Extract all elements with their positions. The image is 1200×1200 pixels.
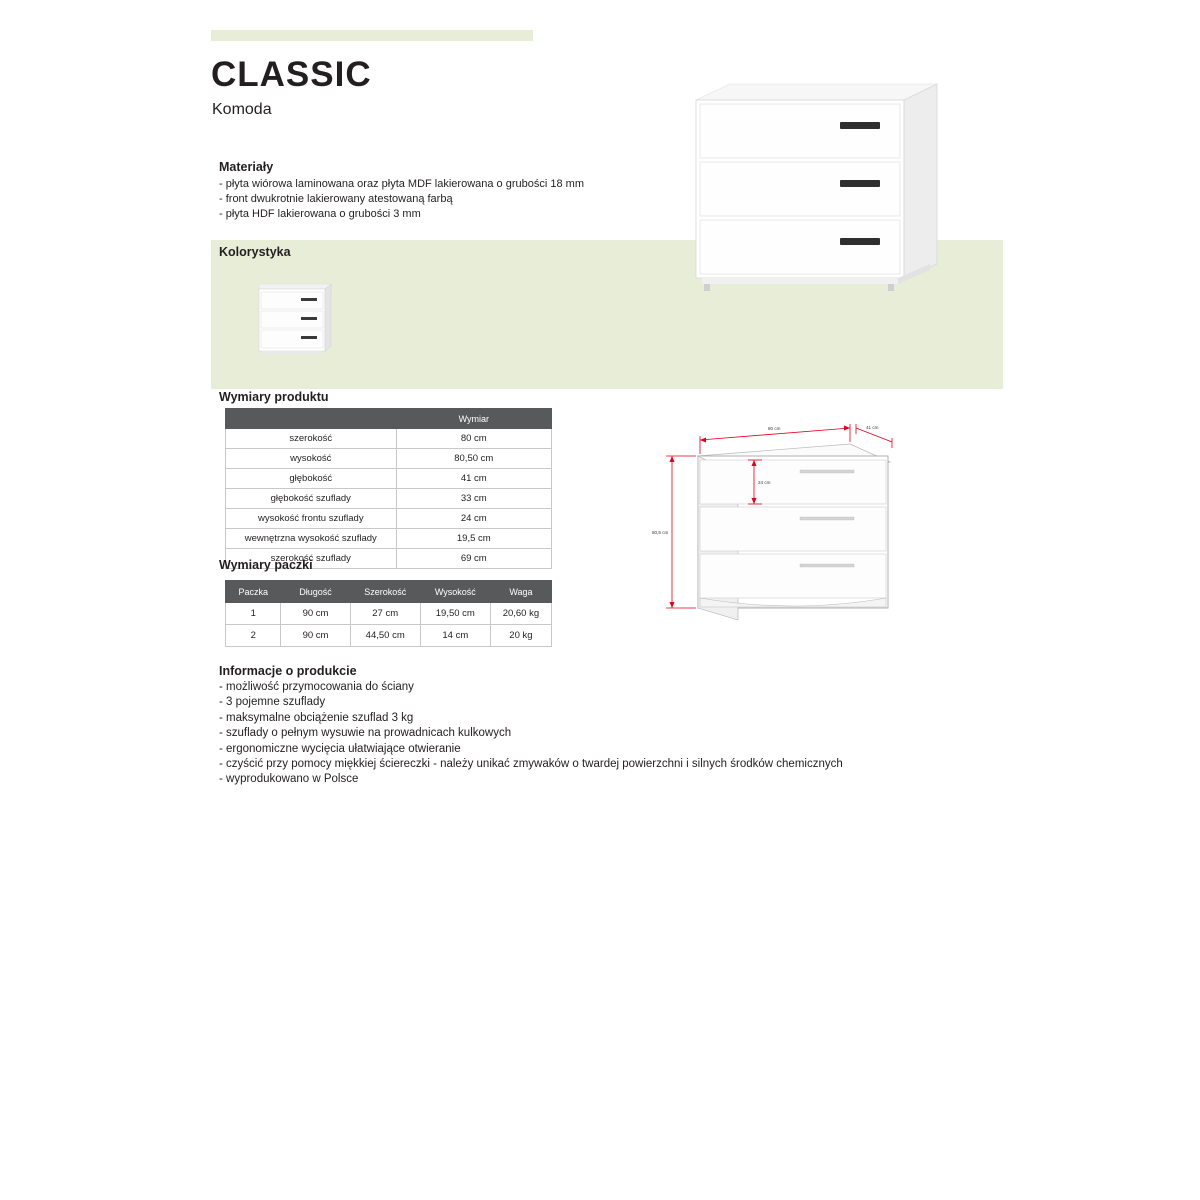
table-row [226, 489, 552, 509]
column-header: Długość [281, 581, 350, 603]
list-item: - wyprodukowano w Polsce [219, 773, 359, 786]
cell-label: wysokość [226, 449, 397, 469]
list-item: - maksymalne obciążenie szuflad 3 kg [219, 711, 414, 724]
section-heading-kolorystyka: Kolorystyka [219, 245, 291, 259]
cell-value: 90 cm [281, 625, 350, 647]
list-item: - front dwukrotnie lakierowany atestowaną farbą [219, 193, 453, 205]
cell-value: 69 cm [396, 549, 551, 569]
list-item: - ergonomiczne wycięcia ułatwiające otwieranie [219, 742, 461, 755]
list-item: - szuflady o pełnym wysuwie na prowadnicach kulkowych [219, 727, 512, 740]
section-heading-informacje: Informacje o produkcie [219, 664, 357, 678]
cell-label: wewnętrzna wysokość szuflady [226, 529, 397, 549]
informacje-list [219, 680, 843, 788]
technical-drawing [650, 408, 920, 628]
column-header: Wymiar [396, 409, 551, 429]
cell-value: 19,50 cm [420, 603, 490, 625]
accent-bar [211, 30, 533, 41]
dim-label-drawer-front: 24 cm [758, 480, 771, 485]
materialy-list [219, 177, 584, 222]
cell-value: 24 cm [396, 509, 551, 529]
cell-value: 33 cm [396, 489, 551, 509]
dim-label-height: 80,5 cm [652, 530, 669, 535]
dresser-color-thumbnail [245, 272, 350, 364]
cell-value: 80,50 cm [396, 449, 551, 469]
cell-value: 19,5 cm [396, 529, 551, 549]
cell-value: 80 cm [396, 429, 551, 449]
list-item: - płyta HDF lakierowana o grubości 3 mm [219, 208, 421, 220]
cell-label: głębokość szuflady [226, 489, 397, 509]
table-row [226, 449, 552, 469]
cell-label: szerokość [226, 429, 397, 449]
column-header: Szerokość [350, 581, 420, 603]
column-header: Wysokość [420, 581, 490, 603]
column-header [226, 409, 397, 429]
page-subtitle: Komoda [212, 101, 272, 118]
section-heading-wymiary-paczki: Wymiary paczki [219, 558, 313, 572]
column-header: Paczka [226, 581, 281, 603]
product-dimensions-table [225, 408, 552, 569]
page-title: CLASSIC [211, 55, 372, 94]
cell-value: 20 kg [490, 625, 551, 647]
list-item: - czyścić przy pomocy miękkiej ściereczki - należy unikać zmywaków o twardej powierzchni i silnych środków chemicznych [219, 758, 843, 771]
cell-value: 41 cm [396, 469, 551, 489]
section-heading-wymiary-produktu: Wymiary produktu [219, 390, 329, 404]
cell-label: szerokość szuflady [226, 549, 397, 569]
table-header-row [226, 581, 552, 603]
list-item: - 3 pojemne szuflady [219, 696, 326, 709]
table-header-row [226, 409, 552, 429]
list-item: - płyta wiórowa laminowana oraz płyta MDF lakierowana o grubości 18 mm [219, 178, 584, 190]
dim-label-depth: 41 cm [866, 425, 879, 430]
dim-label-width: 80 cm [768, 426, 781, 431]
column-header: Waga [490, 581, 551, 603]
cell-value: 14 cm [420, 625, 490, 647]
table-row [226, 509, 552, 529]
cell-label: głębokość [226, 469, 397, 489]
cell-value: 20,60 kg [490, 603, 551, 625]
cell-value: 2 [226, 625, 281, 647]
cell-value: 27 cm [350, 603, 420, 625]
cell-value: 1 [226, 603, 281, 625]
cell-value: 90 cm [281, 603, 350, 625]
table-row [226, 469, 552, 489]
table-row [226, 529, 552, 549]
cell-label: wysokość frontu szuflady [226, 509, 397, 529]
package-dimensions-table [225, 580, 552, 647]
section-heading-materialy: Materiały [219, 160, 274, 174]
table-row [226, 429, 552, 449]
cell-value: 44,50 cm [350, 625, 420, 647]
table-row [226, 625, 552, 647]
product-photo [690, 82, 945, 294]
list-item: - możliwość przymocowania do ściany [219, 681, 414, 693]
table-row [226, 603, 552, 625]
